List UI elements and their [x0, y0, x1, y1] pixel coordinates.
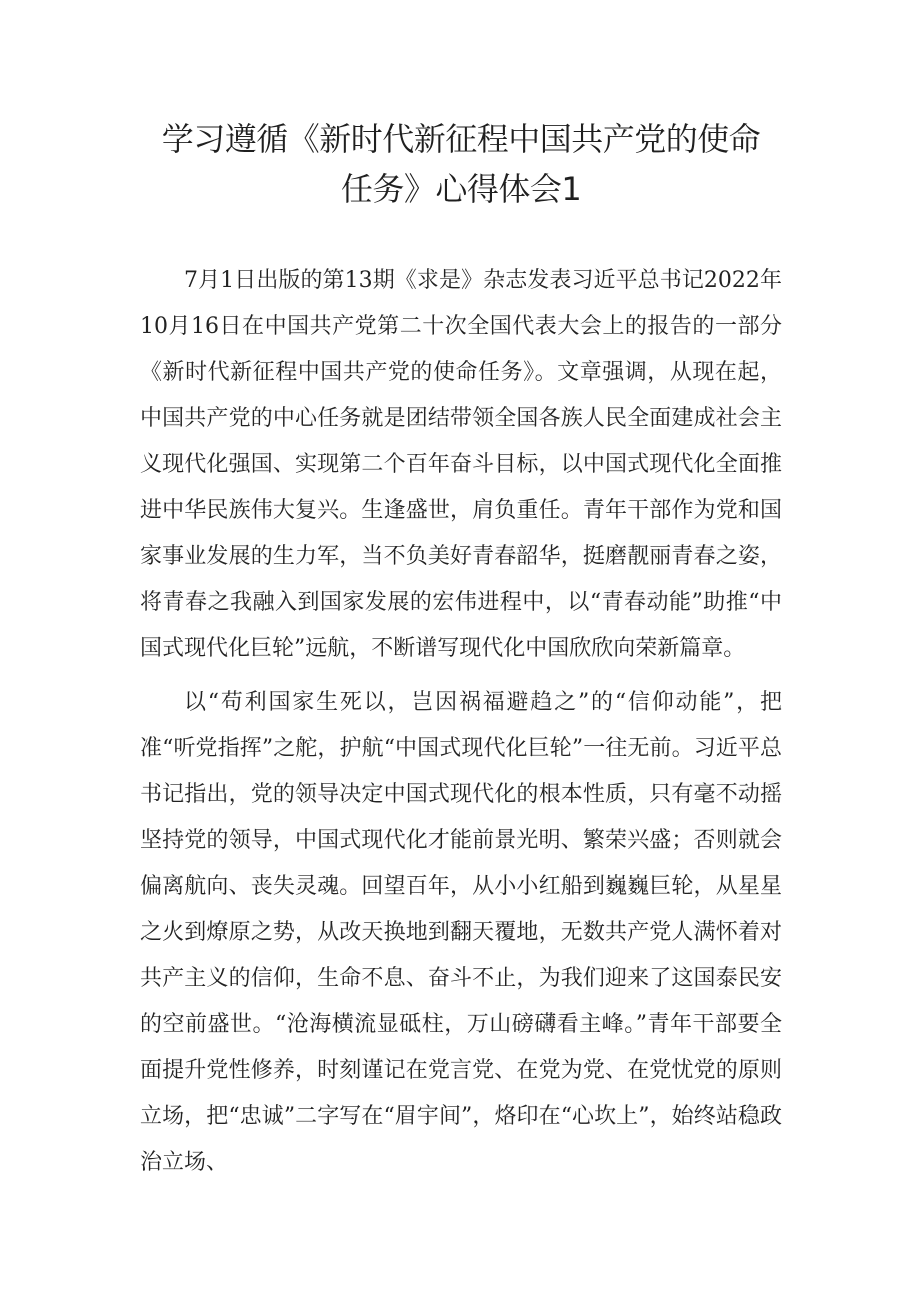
document-title: [140, 114, 782, 214]
paragraph-1: 7月1日出版的第13期《求是》杂志发表习近平总书记2022年10月16日在中国共产党第二十次全国代表大会上的报告的一部分《新时代新征程中国共产党的使命任务》。文章强调，从现在起，中国共产党的中心任务就是团结带领全国各族人民全面建成社会主义现代化强国、实现第二个百年奋斗目标，以中国式现代化全面推进中华民族伟大复兴。生逢盛世，肩负重任。青年干部作为党和国家事业发展的生力军，当不负美好青春韶华，挺磨靓丽青春之姿，将青春之我融入到国家发展的宏伟进程中，以“青春动能”助推“中国式现代化巨轮”远航，不断谱写现代化中国欣欣向荣新篇章。: [140, 268, 782, 661]
document-body: [140, 258, 782, 1186]
title-line-2: 任务》心得体会1: [340, 170, 582, 208]
paragraph-2: 以“苟利国家生死以，岂因祸福避趋之”的“信仰动能”，把准“听党指挥”之舵，护航“中国式现代化巨轮”一往无前。习近平总书记指出，党的领导决定中国式现代化的根本性质，只有毫不动摇坚持党的领导，中国式现代化才能前景光明、繁荣兴盛；否则就会偏离航向、丧失灵魂。回望百年，从小小红船到巍巍巨轮，从星星之火到燎原之势，从改天换地到翻天覆地，无数共产党人满怀着对共产主义的信仰，生命不息、奋斗不止，为我们迎来了这国泰民安的空前盛世。“沧海横流显砥柱，万山磅礴看主峰。”青年干部要全面提升党性修养，时刻谨记在党言党、在党为党、在党忧党的原则立场，把“忠诚”二字写在“眉宇间”，烙印在“心坎上”，始终站稳政治立场、: [140, 690, 782, 1175]
title-line-1: 学习遵循《新时代新征程中国共产党的使命: [161, 120, 761, 158]
